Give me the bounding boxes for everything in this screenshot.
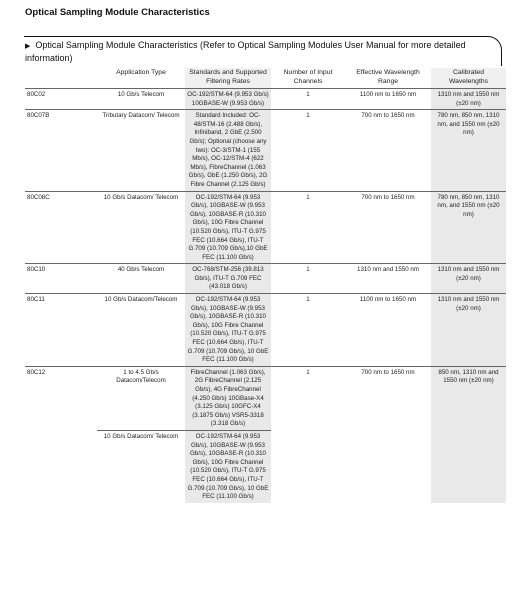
application-type-cell: 10 Gb/s Datacom/ Telecom xyxy=(97,430,185,502)
application-type-cell: 40 Gb/s Telecom xyxy=(97,264,185,294)
col-header-application-type: Application Type xyxy=(116,69,166,76)
bullet-icon: ▶ xyxy=(25,43,31,50)
calibrated-wavelengths-cell: 1310 nm and 1550 nm (±20 nm) xyxy=(431,89,506,110)
application-type-cell: 1 to 4.5 Gb/s Datacom/Telecom xyxy=(97,366,185,430)
channels-cell: 1 xyxy=(271,264,345,294)
model-cell: 80C07B xyxy=(25,110,97,191)
application-type-cell: 10 Gb/s Datacom/ Telecom xyxy=(97,191,185,264)
model-cell: 80C11 xyxy=(25,294,97,367)
application-type-cell: 10 Gb/s Datacom/Telecom xyxy=(97,294,185,367)
channels-cell: 1 xyxy=(271,191,345,264)
table-row xyxy=(25,110,506,191)
col-header-calibrated-wavelengths: Calibrated Wavelengths xyxy=(431,68,506,89)
section-heading xyxy=(25,40,495,63)
wavelength-range-cell: 700 nm to 1650 nm xyxy=(345,366,431,502)
standards-cell: FibreChannel (1.063 Gb/s), 2G FibreChannel (2.125 Gb/s), 4G FibreChannel (4.250 Gb/s) 10GBase-X4 (3.125 Gb/s) 10GFC-X4 (3.1875 Gb/s) VSR5-3318 (3.318 Gb/s) xyxy=(185,366,271,430)
channels-cell: 1 xyxy=(271,89,345,110)
calibrated-wavelengths-cell: 850 nm, 1310 nm and 1550 nm (±20 nm) xyxy=(431,366,506,502)
table-row xyxy=(25,264,506,294)
standards-cell: Standard Included: OC-48/STM-16 (2.488 Gb/s), Infiniband, 2 GbE (2.500 Gb/s); Optional (choose any two): OC-3/STM-1 (155 Mb/s), OC-12/STM-4 (622 Mb/s), FibreChannel (1.063 Gb/s), GbE (1.250 Gb/s), 2G Fibre Channel (2.125 Gb/s) xyxy=(185,110,271,191)
calibrated-wavelengths-cell: 780 nm, 850 nm, 1310 nm, and 1550 nm (±20 nm) xyxy=(431,110,506,191)
section-heading-text: Optical Sampling Module Characteristics (Refer to Optical Sampling Modules User Manual for more detailed information) xyxy=(25,40,466,63)
standards-cell: OC-192/STM-64 (9.953 Gb/s), 10GBASE-W (9.953 Gb/s), 10GBASE-R (10.310 Gb/s), 10G Fibre Channel (10.520 Gb/s), ITU-T G.975 FEC (10.664 Gb/s), ITU-T G.709 (10.709 Gb/s), 10 GbE FEC (11.100 Gb/s) xyxy=(185,430,271,502)
table-row xyxy=(25,191,506,264)
model-cell: 80C10 xyxy=(25,264,97,294)
standards-cell: OC-192/STM-64 (9.953 Gb/s), 10GBASE-W (9.953 Gb/s), 10GBASE-R (10.310 Gb/s), 10G Fibre Channel (10.520 Gb/s), ITU-T G.975 FEC (10.664 Gb/s), ITU-T G.709 (10.709 Gb/s),10 GbE FEC (11.100 Gb/s) xyxy=(185,191,271,264)
table-row xyxy=(25,89,506,110)
standards-cell: OC-768/STM-256 (39.813 Gb/s), ITU-T G.709 FEC (43.018 Gb/s) xyxy=(185,264,271,294)
model-cell: 80C08C xyxy=(25,191,97,264)
standards-cell: OC-192/STM-64 (9.953 Gb/s), 10GBASE-W (9.953 Gb/s), 10GBASE-R (10.310 Gb/s), 10G Fibre Channel (10.520 Gb/s), ITU-T G.975 FEC (10.664 Gb/s), ITU-T G.709 (10.709 Gb/s), 10 GbE FEC (11.100 Gb/s) xyxy=(185,294,271,367)
calibrated-wavelengths-cell: 780 nm, 850 nm, 1310 nm, and 1550 nm (±20 nm) xyxy=(431,191,506,264)
wavelength-range-cell: 700 nm to 1650 nm xyxy=(345,110,431,191)
table-row xyxy=(25,366,506,430)
calibrated-wavelengths-cell: 1310 nm and 1550 nm (±20 nm) xyxy=(431,264,506,294)
standards-cell: OC-192/STM-64 (9.953 Gb/s) 10GBASE-W (9.953 Gb/s) xyxy=(185,89,271,110)
channels-cell: 1 xyxy=(271,110,345,191)
col-header-wavelength-range: Effective Wavelength Range xyxy=(356,69,420,85)
model-cell: 80C12 xyxy=(25,366,97,502)
table-header-row xyxy=(25,68,506,89)
wavelength-range-cell: 1100 nm to 1650 nm xyxy=(345,89,431,110)
col-header-input-channels: Number of Input Channels xyxy=(283,69,333,85)
wavelength-range-cell: 1100 nm to 1650 nm xyxy=(345,294,431,367)
table-row xyxy=(25,294,506,367)
model-cell: 80C02 xyxy=(25,89,97,110)
characteristics-table xyxy=(25,68,506,503)
channels-cell: 1 xyxy=(271,294,345,367)
page-title: Optical Sampling Module Characteristics xyxy=(25,7,210,18)
wavelength-range-cell: 700 nm to 1650 nm xyxy=(345,191,431,264)
channels-cell: 1 xyxy=(271,366,345,502)
calibrated-wavelengths-cell: 1310 nm and 1550 nm (±20 nm) xyxy=(431,294,506,367)
application-type-cell: Tributary Datacom/ Telecom xyxy=(97,110,185,191)
col-header-model xyxy=(25,68,97,89)
col-header-standards: Standards and Supported Filtering Rates xyxy=(185,68,271,89)
wavelength-range-cell: 1310 nm and 1550 nm xyxy=(345,264,431,294)
application-type-cell: 10 Gb/s Telecom xyxy=(97,89,185,110)
